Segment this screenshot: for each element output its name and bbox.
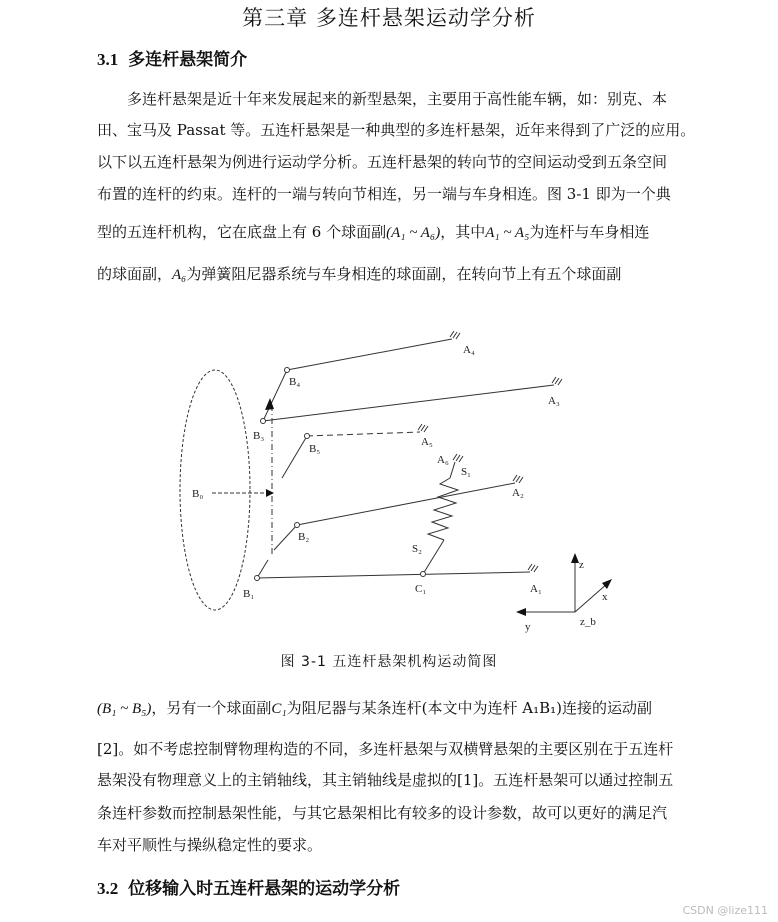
math-span: A₁ ~ A₅ (485, 225, 530, 241)
hatch-a1 (528, 564, 538, 572)
label-a2: A₂ (512, 487, 524, 499)
section-title: 多连杆悬架简介 (128, 50, 248, 70)
para2-line1 (97, 697, 742, 717)
label-zb: z_b (580, 616, 596, 628)
section-number: 3.1 (97, 50, 119, 69)
ground-hatches (418, 331, 562, 572)
label-s1: S₁ (461, 466, 471, 478)
hatch-a2 (513, 475, 523, 483)
link-a3-b3 (263, 385, 554, 421)
para1-line1: 多连杆悬架是近十年来发展起来的新型悬架，主要用于高性能车辆，如：别克、本 (127, 90, 668, 108)
joint-b2 (295, 523, 300, 528)
knuckle-b5 (282, 436, 307, 478)
math-span: (A₁ ~ A₆) (386, 225, 441, 241)
figure-caption: 图 3-1 五连杆悬架机构运动简图 (280, 654, 498, 670)
text-span: 为弹簧阻尼器系统与车身相连的球面副，在转向节上有五个球面副 (186, 265, 622, 283)
section-heading-3-2 (97, 874, 400, 899)
para2-line2: [2]。如不考虑控制臂物理构造的不同，多连杆悬架与双横臂悬架的主要区别在于五连杆 (97, 740, 674, 758)
damper-top-rod (450, 462, 455, 478)
para2-line5: 车对平顺性与操纵稳定性的要求。 (97, 836, 323, 854)
label-b3: B₃ (253, 430, 265, 442)
math-span: A₆ (172, 267, 187, 283)
knuckle-b1 (257, 560, 268, 578)
damper-bottom-rod (423, 540, 444, 574)
text-span: ，其中 (440, 223, 486, 241)
label-a6: A₆ (437, 454, 449, 466)
label-x: x (602, 591, 608, 603)
label-a4: A₄ (463, 344, 475, 356)
para2-line4: 条连杆参数而控制悬架性能，与其它悬架相比有较多的设计参数，故可以更好的满足汽 (97, 804, 668, 822)
link-a5-b5 (307, 432, 420, 436)
joint-b1 (255, 576, 260, 581)
label-a1: A₁ (530, 583, 542, 595)
chapter-title: 第三章 多连杆悬架运动学分析 (242, 6, 536, 30)
y-axis-arrow (516, 608, 526, 616)
label-a5: A₅ (421, 436, 433, 448)
joint-b3 (261, 419, 266, 424)
label-a3: A₃ (548, 395, 560, 407)
text-span: 型的五连杆机构，它在底盘上有 6 个球面副 (97, 223, 387, 241)
label-b2: B₂ (298, 531, 310, 543)
spring-coil (428, 478, 458, 540)
text-span: 为连杆与车身相连 (529, 223, 650, 241)
text-span: 的球面副， (97, 265, 173, 283)
math-span: C₁ (271, 701, 287, 717)
b0-arrow (266, 489, 274, 497)
label-y: y (525, 621, 531, 633)
label-b0: B₀ (192, 488, 204, 500)
joint-b5 (305, 434, 310, 439)
wheel-outline (180, 370, 250, 610)
section-number: 3.2 (97, 879, 119, 898)
knuckle-b2 (274, 525, 297, 550)
label-b1: B₁ (243, 588, 255, 600)
label-z: z (579, 559, 584, 571)
para1-line3: 以下以五连杆悬架为例进行运动学分析。五连杆悬架的转向节的空间运动受到五条空间 (97, 153, 668, 171)
joint-b4 (285, 368, 290, 373)
para1-line4: 布置的连杆的约束。连杆的一端与转向节相连，另一端与车身相连。图 3-1 即为一个典 (97, 185, 671, 203)
label-s2: S₂ (412, 543, 422, 555)
hatch-a6 (453, 454, 463, 462)
hatch-a5 (418, 424, 428, 432)
label-c1: C₁ (415, 583, 427, 595)
link-a2-b2 (297, 483, 515, 525)
hatch-a3 (552, 377, 562, 385)
link-a4-b4 (287, 339, 452, 370)
math-span: (B₁ ~ B₅) (97, 701, 152, 717)
knuckle-b4-b3 (263, 370, 287, 421)
hatch-a4 (450, 331, 460, 339)
joints (255, 368, 426, 581)
para1-line2: 田、宝马及 Passat 等。五连杆悬架是一种典型的多连杆悬架，近年来得到了广泛的应用。 (97, 121, 696, 139)
section-title: 位移输入时五连杆悬架的运动学分析 (128, 879, 401, 899)
text-span: 为阻尼器与某条连杆(本文中为连杆 A₁B₁)连接的运动副 (286, 699, 652, 717)
text-span: ，另有一个球面副 (151, 699, 272, 717)
z-axis-arrow (571, 553, 579, 563)
joint-c1 (421, 572, 426, 577)
watermark: CSDN @lize111 (682, 904, 768, 917)
label-b5: B₅ (309, 443, 321, 455)
link-a1-b1 (257, 572, 530, 578)
para2-line3: 悬架没有物理意义上的主销轴线，其主销轴线是虚拟的[1]。五连杆悬架可以通过控制五 (97, 771, 674, 789)
label-b4: B₄ (289, 376, 301, 388)
